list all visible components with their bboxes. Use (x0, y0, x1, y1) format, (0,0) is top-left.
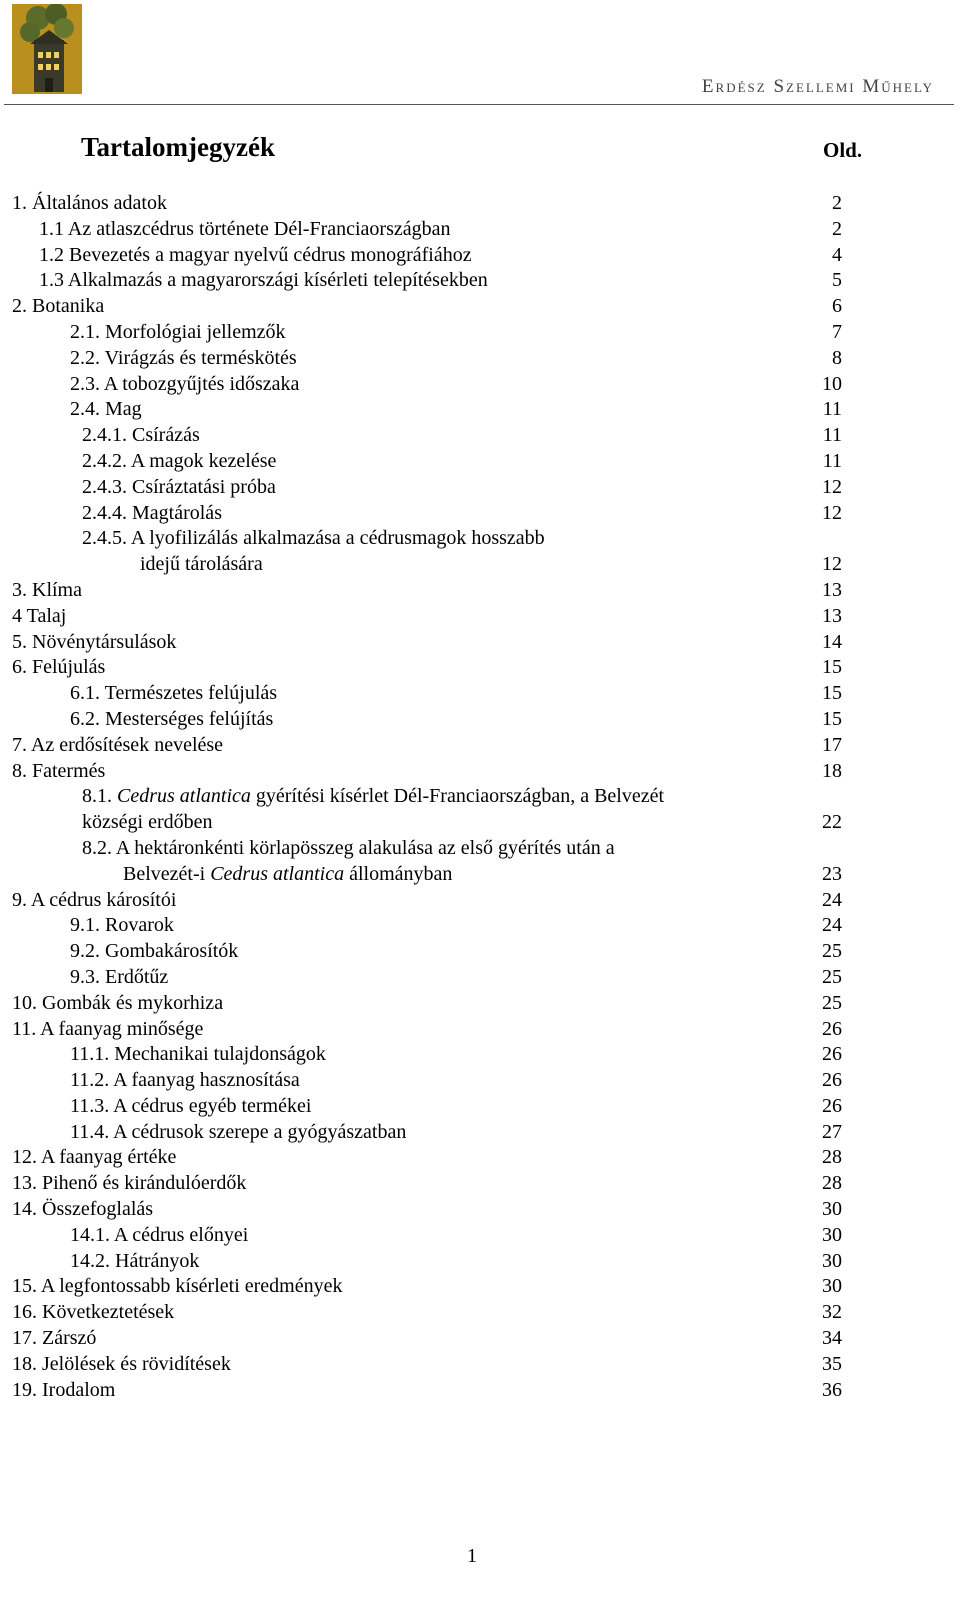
toc-entry-text: 2.1. Morfológiai jellemzők (70, 320, 286, 343)
toc-entry-title (12, 733, 223, 759)
toc-entry-text: 7. Az erdősítések nevelése (12, 733, 224, 756)
toc-entry (0, 1223, 960, 1249)
toc-entry-title (12, 1300, 174, 1326)
toc-entry-text: 2.3. A tobozgyűjtés időszaka (70, 372, 300, 395)
toc-entry-title (39, 243, 472, 269)
toc-entry-text: 2.4.1. Csírázás (82, 424, 200, 447)
toc-entry-page: 28 (822, 1172, 842, 1195)
toc-entry (0, 397, 960, 423)
toc-entry (0, 217, 960, 243)
toc-entry-text: 15. A legfontossabb kísérleti eredmények (12, 1275, 343, 1298)
toc-entry-title (82, 810, 213, 836)
toc-entry-page: 18 (822, 759, 842, 782)
toc-entry (0, 733, 960, 759)
toc-entry-page: 25 (822, 940, 842, 963)
toc-page-column-header: Old. (823, 138, 863, 162)
toc-entry-title (70, 1042, 326, 1068)
toc-entry-text: 2.4.5. A lyofilizálás alkalmazása a cédrusmagok hosszabb (82, 527, 545, 550)
toc-entry-text: 1. Általános adatok (12, 192, 167, 214)
toc-entry (0, 991, 960, 1017)
toc-entry (0, 268, 960, 294)
toc-entry-page: 30 (822, 1223, 842, 1246)
toc-entry-title (70, 939, 238, 965)
toc-entry-page: 17 (822, 733, 842, 756)
toc-entry-title (12, 1197, 153, 1223)
toc-entry-text: 14.2. Hátrányok (70, 1249, 200, 1272)
toc-entry (0, 423, 960, 449)
toc-entry-title (12, 888, 176, 914)
toc-entry-title (70, 372, 299, 398)
header-brand: Erdész Szellemi Műhely (701, 76, 934, 97)
toc-entry-text: 9.1. Rovarok (70, 914, 174, 937)
toc-entry-title (12, 759, 105, 785)
toc-entry-text: Cedrus atlantica (117, 785, 251, 808)
toc-entry-title (70, 913, 174, 939)
toc-entry-text: 9. A cédrus károsítói (12, 888, 177, 911)
toc-entry-text: 2.4.4. Magtárolás (82, 501, 222, 524)
toc-entry (0, 836, 960, 862)
toc-entry-title (82, 836, 615, 862)
toc-entry-text: 11.3. A cédrus egyéb termékei (70, 1094, 312, 1117)
toc-entry (0, 862, 960, 888)
toc-entry-title (82, 526, 545, 552)
toc-entry-text: 18. Jelölések és rövidítések (12, 1352, 231, 1375)
toc-entry-text: 2. Botanika (12, 295, 105, 318)
toc-entry (0, 1197, 960, 1223)
toc-entry-title (12, 991, 223, 1017)
toc-entry (0, 913, 960, 939)
toc-entry-title (12, 630, 176, 656)
toc-entry-text: 2.4.3. Csíráztatási próba (82, 475, 276, 498)
toc-entry-page: 25 (822, 991, 842, 1014)
toc-entry-text: 2.2. Virágzás és terméskötés (70, 346, 297, 369)
toc-entry-page: 2 (832, 192, 842, 214)
toc-entry-page: 28 (822, 1146, 842, 1169)
toc-entry-page: 36 (822, 1378, 842, 1401)
toc-entry-page: 26 (822, 1069, 842, 1092)
header-divider (4, 104, 954, 105)
toc-entry (0, 1017, 960, 1043)
toc-entry (0, 630, 960, 656)
toc-entry-title (82, 449, 276, 475)
toc-entry (0, 810, 960, 836)
toc-entry-title (70, 1249, 199, 1275)
toc-entry-text: idejű tárolására (140, 553, 263, 576)
toc-entry-page: 13 (822, 578, 842, 601)
toc-entry-title (82, 784, 664, 810)
toc-entry-title (39, 217, 450, 243)
toc-entry-page: 30 (822, 1275, 842, 1298)
toc-list (0, 191, 960, 1403)
toc-entry-title (12, 1352, 231, 1378)
toc-entry-title (82, 475, 276, 501)
toc-entry-page: 12 (822, 475, 842, 498)
toc-entry-text: Belvezét-i (123, 862, 211, 885)
toc-entry-page: 12 (822, 501, 842, 524)
toc-entry-text: 9.3. Erdőtűz (70, 965, 169, 988)
toc-entry-title (12, 1017, 203, 1043)
toc-entry-title (123, 862, 452, 888)
toc-entry-page: 11 (822, 424, 842, 447)
toc-entry-title (140, 552, 263, 578)
toc-entry-page: 35 (822, 1352, 842, 1375)
toc-entry-text: 11.4. A cédrusok szerepe a gyógyászatban (70, 1120, 407, 1143)
toc-entry-title (70, 320, 286, 346)
toc-entry-text: 8.1. (82, 785, 117, 808)
toc-entry-text: 2.4.2. A magok kezelése (82, 449, 277, 472)
toc-entry-title (12, 1171, 246, 1197)
toc-entry (0, 552, 960, 578)
toc-entry-page: 15 (822, 682, 842, 705)
toc-entry (0, 346, 960, 372)
toc-entry (0, 1120, 960, 1146)
toc-entry (0, 655, 960, 681)
toc-entry (0, 243, 960, 269)
toc-entry-page: 15 (822, 707, 842, 730)
toc-entry (0, 1300, 960, 1326)
toc-entry-text: 2.4. Mag (70, 398, 142, 421)
toc-entry-title (70, 1068, 300, 1094)
toc-entry-page: 13 (822, 604, 842, 627)
toc-entry-page: 2 (832, 217, 842, 240)
toc-entry-text: 10. Gombák és mykorhiza (12, 991, 224, 1014)
toc-entry-text: Cedrus atlantica (210, 862, 345, 885)
toc-entry (0, 1171, 960, 1197)
toc-entry-title (70, 707, 273, 733)
toc-entry-text: 5. Növénytársulások (12, 630, 177, 653)
toc-entry (0, 784, 960, 810)
toc-entry-text: 1.3 Alkalmazás a magyarországi kísérleti telepítésekben (39, 269, 488, 292)
toc-entry-text: 17. Zárszó (12, 1327, 97, 1350)
toc-entry (0, 604, 960, 630)
toc-entry (0, 888, 960, 914)
toc-entry (0, 1352, 960, 1378)
toc-entry (0, 1042, 960, 1068)
toc-entry-text: 8.2. A hektáronkénti körlapösszeg alakulása az első gyérítés után a (82, 836, 615, 859)
toc-entry (0, 681, 960, 707)
toc-entry-text: 1.1 Az atlaszcédrus története Dél-Franciaországban (39, 217, 451, 240)
toc-entry-title (12, 191, 167, 217)
toc-entry-page: 26 (822, 1043, 842, 1066)
toc-entry-text: 14.1. A cédrus előnyei (70, 1223, 249, 1246)
page-number: 1 (467, 1545, 477, 1567)
toc-entry-page: 12 (822, 553, 842, 576)
toc-entry-title (12, 1274, 342, 1300)
toc-entry-title (12, 578, 82, 604)
toc-entry (0, 965, 960, 991)
toc-entry-title (12, 1378, 115, 1404)
toc-entry (0, 1068, 960, 1094)
toc-entry-page: 7 (832, 320, 842, 343)
toc-entry-text: 16. Következtetések (12, 1301, 175, 1324)
toc-entry-page: 14 (822, 630, 842, 653)
toc-entry (0, 707, 960, 733)
toc-entry-text: 14. Összefoglalás (12, 1198, 154, 1221)
toc-entry-text: 4 Talaj (12, 604, 67, 627)
toc-entry-page: 30 (822, 1249, 842, 1272)
toc-entry-page: 6 (832, 295, 842, 318)
toc-entry (0, 294, 960, 320)
toc-entry (0, 1094, 960, 1120)
toc-entry-text: 9.2. Gombakárosítók (70, 940, 239, 963)
toc-entry (0, 939, 960, 965)
toc-entry (0, 449, 960, 475)
toc-entry-text: 6. Felújulás (12, 656, 106, 679)
toc-entry-text: 13. Pihenő és kirándulóerdők (12, 1172, 247, 1195)
toc-entry-page: 30 (822, 1198, 842, 1221)
toc-entry (0, 475, 960, 501)
toc-entry (0, 1249, 960, 1275)
toc-entry-page: 34 (822, 1327, 842, 1350)
toc-entry-page: 11 (822, 398, 842, 421)
toc-entry-page: 24 (822, 888, 842, 911)
toc-entry-text: állományban (344, 862, 453, 885)
toc-entry (0, 191, 960, 217)
toc-entry-page: 5 (832, 269, 842, 292)
toc-entry-title (70, 1094, 311, 1120)
toc-entry (0, 526, 960, 552)
toc-entry-text: 6.1. Természetes felújulás (70, 682, 278, 705)
toc-entry-title (70, 397, 142, 423)
toc-entry-title (12, 655, 105, 681)
toc-entry-page: 10 (822, 372, 842, 395)
toc-entry-page: 24 (822, 914, 842, 937)
toc-entry-page: 23 (822, 862, 842, 885)
toc-entry-page: 26 (822, 1017, 842, 1040)
toc-entry-page: 26 (822, 1094, 842, 1117)
toc-entry-title (82, 501, 222, 527)
toc-entry-title (39, 268, 488, 294)
toc-entry-title (70, 1223, 248, 1249)
toc-entry-page: 8 (832, 346, 842, 369)
toc-entry-page: 11 (822, 449, 842, 472)
toc-entry-page: 22 (822, 811, 842, 834)
toc-entry-title (70, 346, 297, 372)
toc-entry-title (12, 1145, 176, 1171)
tree-house-logo-icon (12, 4, 82, 94)
toc-entry (0, 1274, 960, 1300)
toc-entry-text: 12. A faanyag értéke (12, 1146, 177, 1169)
toc-entry-page: 32 (822, 1301, 842, 1324)
toc-entry-text: községi erdőben (82, 811, 213, 834)
toc-entry-title (70, 681, 277, 707)
toc-entry (0, 1326, 960, 1352)
toc-entry-title (70, 965, 168, 991)
toc-title: Tartalomjegyzék (81, 132, 275, 162)
toc-entry-text: 6.2. Mesterséges felújítás (70, 707, 274, 730)
toc-entry-text: 11.1. Mechanikai tulajdonságok (70, 1043, 326, 1066)
toc-entry-title (12, 604, 66, 630)
toc-entry-text: 19. Irodalom (12, 1378, 116, 1401)
toc-entry-title (70, 1120, 406, 1146)
toc-entry-page: 25 (822, 965, 842, 988)
toc-entry-text: 1.2 Bevezetés a magyar nyelvű cédrus monográfiához (39, 243, 472, 266)
toc-entry (0, 578, 960, 604)
toc-entry-text: gyérítési kísérlet Dél-Franciaországban, a Belvezét (250, 785, 665, 808)
toc-entry-text: 8. Fatermés (12, 759, 106, 782)
toc-entry-text: 11. A faanyag minősége (12, 1017, 204, 1040)
toc-entry-page: 27 (822, 1120, 842, 1143)
toc-entry (0, 1378, 960, 1404)
toc-entry (0, 1145, 960, 1171)
toc-entry (0, 320, 960, 346)
toc-entry-text: 3. Klíma (12, 578, 82, 601)
toc-entry-page: 4 (832, 243, 842, 266)
toc-entry-title (12, 1326, 96, 1352)
toc-entry (0, 759, 960, 785)
toc-entry-text: 11.2. A faanyag hasznosítása (70, 1069, 300, 1092)
toc-entry-page: 15 (822, 656, 842, 679)
toc-entry (0, 501, 960, 527)
toc-entry-title (82, 423, 200, 449)
toc-entry (0, 372, 960, 398)
toc-entry-title (12, 294, 104, 320)
